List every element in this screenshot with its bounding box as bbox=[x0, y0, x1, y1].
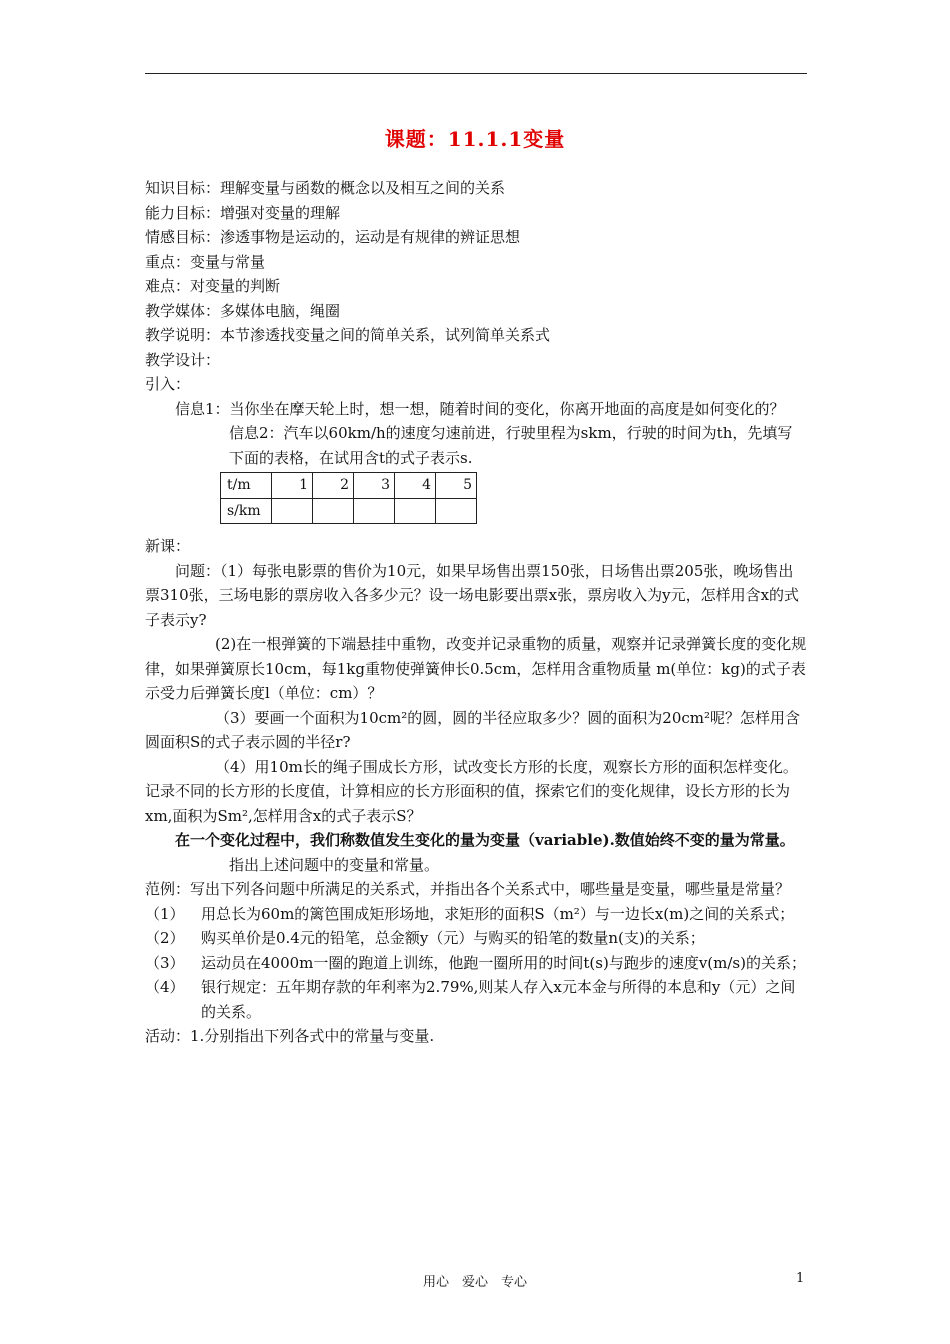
table-header-s: s/km bbox=[221, 498, 272, 524]
introduction-label: 引入： bbox=[145, 375, 191, 393]
list-item-text: 用总长为60m的篱笆围成矩形场地，求矩形的面积S（m²）与一边长x(m)之间的关系式； bbox=[201, 904, 795, 923]
list-item bbox=[145, 926, 807, 951]
list-item bbox=[145, 951, 807, 976]
list-item-number: （4） bbox=[145, 978, 185, 996]
page-title: 课题：11.1.1变量 bbox=[384, 127, 566, 151]
list-item-text: 购买单价是0.4元的铅笔，总金额y（元）与购买的铅笔的数量n(支)的关系； bbox=[201, 929, 705, 947]
table-cell: 4 bbox=[395, 473, 436, 499]
page-footer: 用心 爱心 专心 bbox=[422, 1275, 527, 1290]
table-cell-empty bbox=[272, 498, 313, 524]
objective-emotion: 情感目标：渗透事物是运动的，运动是有规律的辨证思想 bbox=[145, 228, 521, 246]
question-4: （4）用10m长的绳子围成长方形，试改变长方形的长度，观察长方形的面积怎样变化。记录不同的长方形的长度值，计算相应的长方形面积的值，探索它们的变化规律，设长方形的长为xm,面积为Sm²,怎样用含x的式子表示S？ bbox=[145, 757, 798, 825]
document-body bbox=[145, 176, 807, 1049]
difficult-point: 难点：对变量的判断 bbox=[145, 277, 281, 295]
table-cell: 5 bbox=[436, 473, 477, 499]
question-3: （3）要画一个面积为10cm²的圆，圆的半径应取多少？圆的面积为20cm²呢？怎样用含圆面积S的式子表示圆的半径r? bbox=[145, 708, 800, 751]
list-item-number: （1） bbox=[145, 904, 185, 923]
objective-ability: 能力目标：增强对变量的理解 bbox=[145, 203, 341, 222]
table-cell: 3 bbox=[354, 473, 395, 499]
table-row bbox=[221, 498, 477, 524]
table-cell-empty bbox=[436, 498, 477, 524]
speed-table bbox=[220, 472, 477, 524]
example-intro: 范例：写出下列各问题中所满足的关系式，并指出各个关系式中，哪些量是变量，哪些量是常量？ bbox=[145, 880, 791, 898]
table-cell: 2 bbox=[313, 473, 354, 499]
list-item bbox=[145, 975, 807, 1024]
new-lesson-label: 新课： bbox=[145, 537, 191, 555]
page-number: 1 bbox=[796, 1271, 805, 1286]
table-cell-empty bbox=[354, 498, 395, 524]
info-2: 信息2：汽车以60km/h的速度匀速前进，行驶里程为skm，行驶的时间为th，先填写下面的表格，在试用含t的式子表示s. bbox=[229, 424, 793, 467]
objective-knowledge: 知识目标：理解变量与函数的概念以及相互之间的关系 bbox=[145, 179, 506, 197]
teaching-design: 教学设计： bbox=[145, 350, 221, 369]
list-item-text: 银行规定：五年期存款的年利率为2.79%,则某人存入x元本金与所得的本息和y（元）之间的关系。 bbox=[201, 978, 796, 1021]
info-1: 信息1：当你坐在摩天轮上时，想一想，随着时间的变化，你离开地面的高度是如何变化的？ bbox=[175, 399, 785, 418]
variable-definition: 在一个变化过程中，我们称数值发生变化的量为变量（variable).数值始终不变的量为常量。 bbox=[175, 831, 795, 849]
key-point: 重点：变量与常量 bbox=[145, 252, 266, 271]
list-item-number: （3） bbox=[145, 953, 185, 972]
table-header-t: t/m bbox=[221, 473, 272, 499]
list-item bbox=[145, 902, 807, 927]
teaching-media: 教学媒体：多媒体电脑，绳圈 bbox=[145, 301, 341, 320]
table-cell-empty bbox=[313, 498, 354, 524]
table-row bbox=[221, 473, 477, 499]
teaching-note: 教学说明：本节渗透找变量之间的简单关系，试列简单关系式 bbox=[145, 326, 551, 344]
list-item-number: （2） bbox=[145, 929, 185, 947]
question-1: 问题：（1）每张电影票的售价为10元，如果早场售出票150张，日场售出票205张，晚场售出票310张，三场电影的票房收入各多少元？设一场电影要出票x张，票房收入为y元，怎样用含x的式子表示y? bbox=[145, 561, 800, 629]
table-cell: 1 bbox=[272, 473, 313, 499]
header-rule bbox=[145, 73, 807, 74]
activity-line: 活动：1.分别指出下列各式中的常量与变量. bbox=[145, 1027, 435, 1045]
list-item-text: 运动员在4000m一圈的跑道上训练，他跑一圈所用的时间t(s)与跑步的速度v(m/s)的关系； bbox=[201, 953, 806, 972]
table-cell-empty bbox=[395, 498, 436, 524]
question-2: (2)在一根弹簧的下端悬挂中重物，改变并记录重物的质量，观察并记录弹簧长度的变化规律，如果弹簧原长10cm，每1kg重物使弹簧伸长0.5cm，怎样用含重物质量 m(单位：kg)的式子表示受力后弹簧长度l（单位：cm）？ bbox=[145, 635, 807, 702]
point-out-instruction: 指出上述问题中的变量和常量。 bbox=[229, 855, 440, 874]
